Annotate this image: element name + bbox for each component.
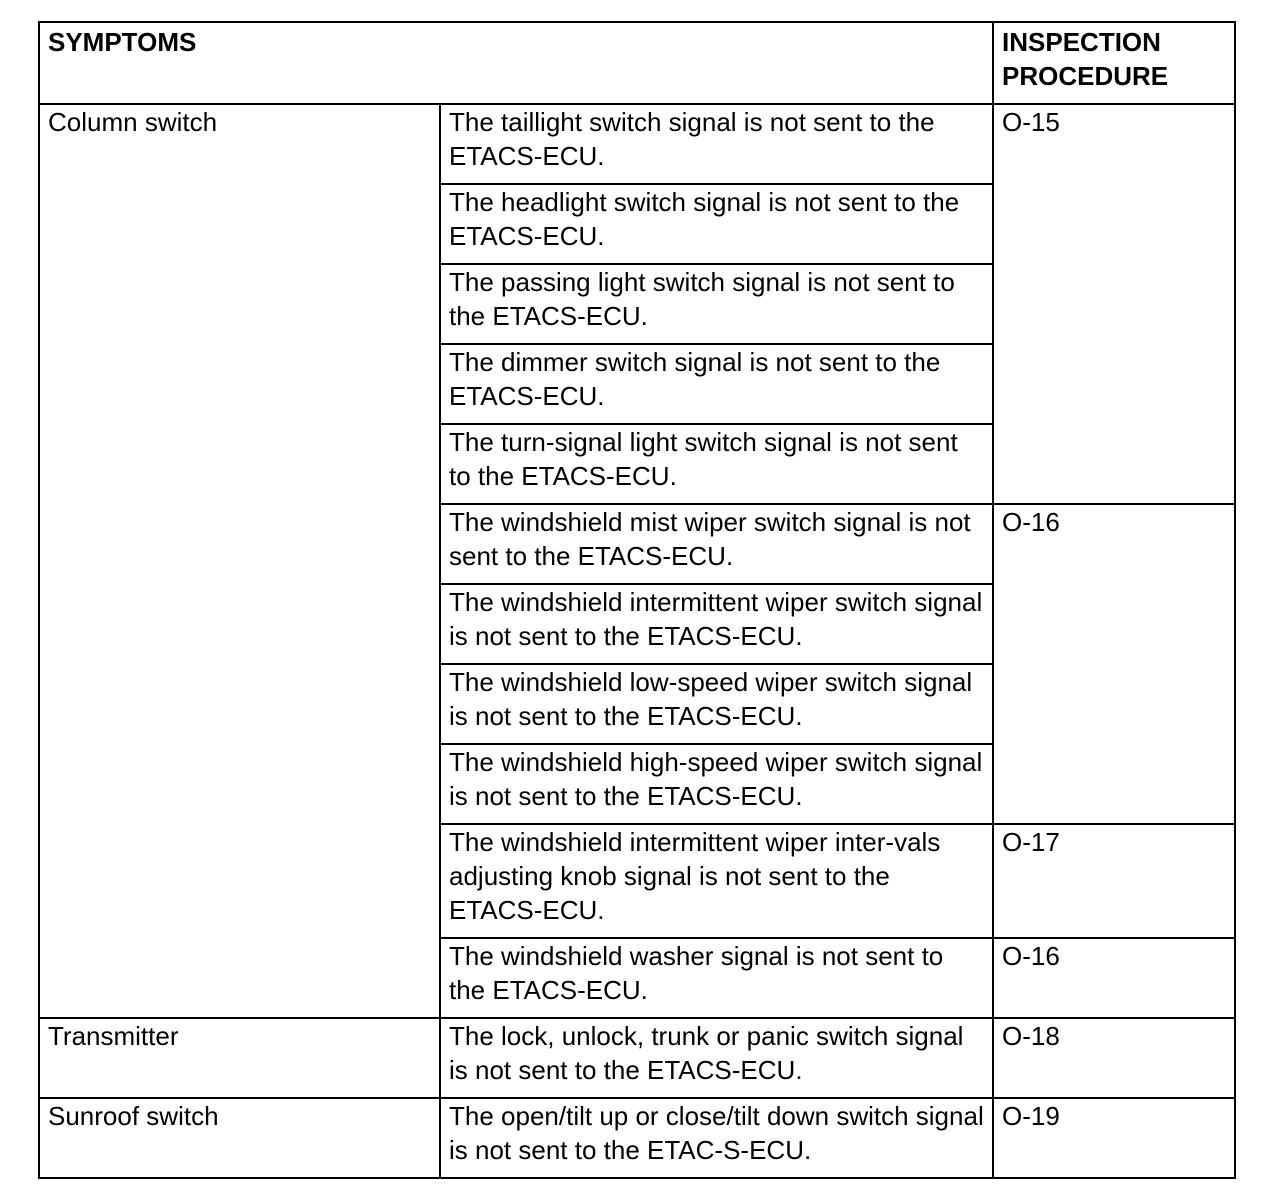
symptom-cell: The headlight switch signal is not sent to the ETACS-ECU. (440, 184, 993, 264)
symptom-cell: The lock, unlock, trunk or panic switch signal is not sent to the ETACS-ECU. (440, 1018, 993, 1098)
symptom-table (38, 21, 1236, 1179)
inspection-header-line2: PROCEDURE (1002, 61, 1169, 91)
symptom-cell: The windshield intermittent wiper inter-vals adjusting knob signal is not sent to the ETACS-ECU. (440, 824, 993, 938)
symptom-cell: The windshield mist wiper switch signal is not sent to the ETACS-ECU. (440, 504, 993, 584)
procedure-cell: O-18 (993, 1018, 1235, 1098)
inspection-header-line1: INSPECTION (1002, 27, 1161, 57)
symptom-cell: The dimmer switch signal is not sent to the ETACS-ECU. (440, 344, 993, 424)
group-transmitter: Transmitter (39, 1018, 440, 1098)
table-row (39, 1098, 1235, 1178)
procedure-cell: O-17 (993, 824, 1235, 938)
symptoms-header: SYMPTOMS (39, 22, 993, 104)
inspection-procedure-header (993, 22, 1235, 104)
symptom-cell: The windshield low-speed wiper switch signal is not sent to the ETACS-ECU. (440, 664, 993, 744)
symptom-cell: The open/tilt up or close/tilt down switch signal is not sent to the ETAC-S-ECU. (440, 1098, 993, 1178)
symptom-cell: The windshield high-speed wiper switch signal is not sent to the ETACS-ECU. (440, 744, 993, 824)
procedure-cell: O-16 (993, 504, 1235, 824)
symptom-cell: The taillight switch signal is not sent to the ETACS-ECU. (440, 104, 993, 184)
symptom-cell: The turn-signal light switch signal is not sent to the ETACS-ECU. (440, 424, 993, 504)
symptom-cell: The windshield intermittent wiper switch signal is not sent to the ETACS-ECU. (440, 584, 993, 664)
procedure-cell: O-16 (993, 938, 1235, 1018)
symptom-cell: The windshield washer signal is not sent to the ETACS-ECU. (440, 938, 993, 1018)
procedure-cell: O-15 (993, 104, 1235, 504)
group-sunroof-switch: Sunroof switch (39, 1098, 440, 1178)
procedure-cell: O-19 (993, 1098, 1235, 1178)
table-row (39, 104, 1235, 184)
table-row (39, 1018, 1235, 1098)
symptom-cell: The passing light switch signal is not sent to the ETACS-ECU. (440, 264, 993, 344)
group-column-switch: Column switch (39, 104, 440, 1018)
table-header-row (39, 22, 1235, 104)
